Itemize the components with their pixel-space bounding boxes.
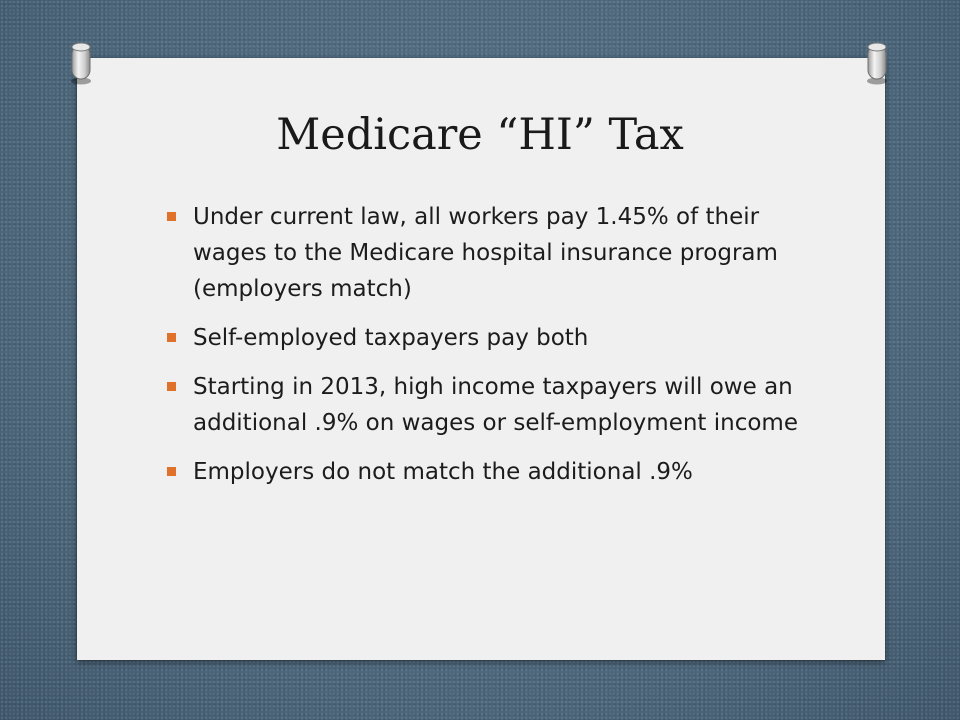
square-bullet-icon [167, 382, 176, 391]
bullet-text: Starting in 2013, high income taxpayers will owe an additional .9% on wages or self-employment income [193, 374, 798, 436]
square-bullet-icon [167, 333, 176, 342]
pin-icon [862, 39, 892, 85]
list-item [163, 369, 803, 441]
slide-title: Medicare “HI” Tax [276, 110, 684, 160]
list-item [163, 320, 803, 356]
pin-icon [66, 39, 96, 85]
square-bullet-icon [167, 212, 176, 221]
bullet-text: Employers do not match the additional .9% [193, 459, 693, 485]
list-item [163, 454, 803, 490]
bullet-list [163, 199, 803, 503]
list-item [163, 199, 803, 307]
bullet-text: Under current law, all workers pay 1.45% of their wages to the Medicare hospital insurance program (employers match) [193, 204, 778, 302]
square-bullet-icon [167, 467, 176, 476]
bullet-text: Self-employed taxpayers pay both [193, 325, 589, 351]
